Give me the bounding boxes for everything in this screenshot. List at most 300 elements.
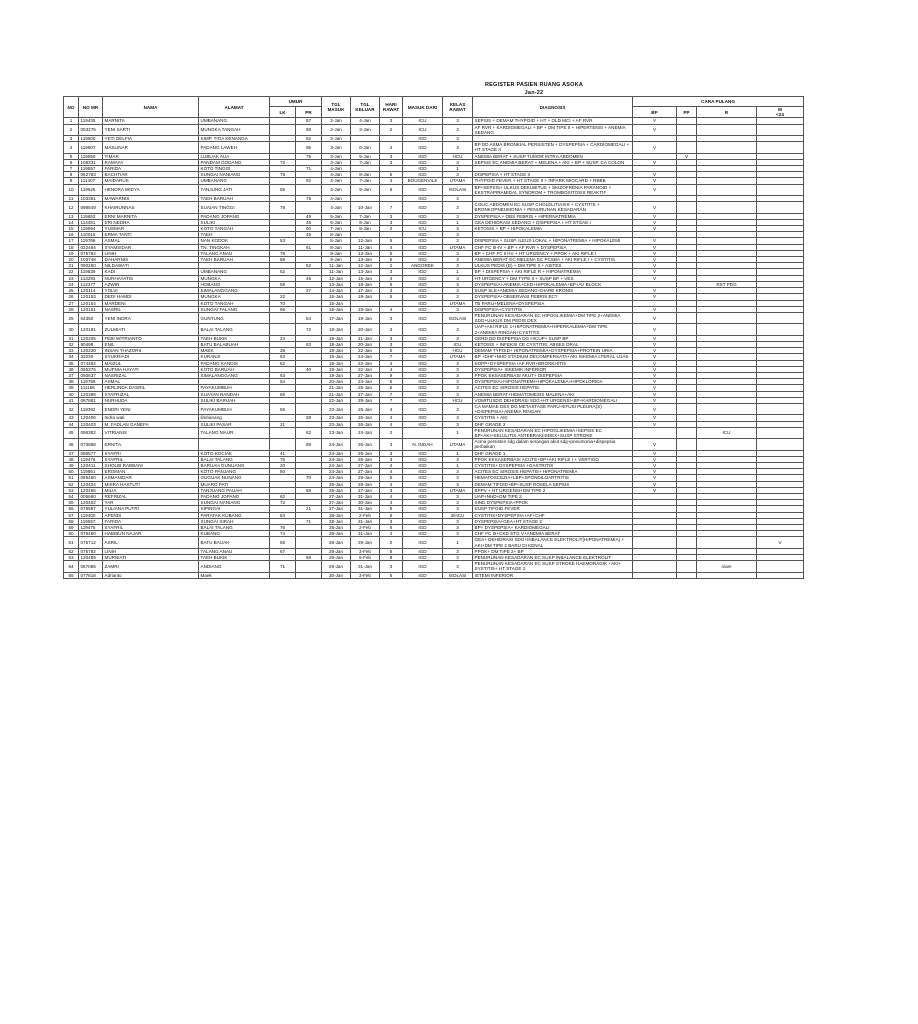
cell-no: 13 — [64, 213, 79, 219]
cell-pr: 21 — [296, 506, 322, 512]
col-cara-pulang: CARA PULANG — [633, 97, 804, 107]
cell-hari: 6 — [380, 512, 403, 518]
cell-pr: 62 — [296, 263, 322, 269]
cell-hari: 4 — [380, 178, 403, 184]
cell-pr: 66 — [296, 555, 322, 561]
cell-rm: 103748 — [79, 257, 103, 263]
patient-register-table — [63, 96, 804, 579]
cell-keluar: 21-Jan — [351, 335, 380, 341]
cell-dari: IGD — [403, 348, 443, 354]
table-header — [64, 97, 804, 118]
cell-rm: 119557 — [79, 518, 103, 524]
cell-nama: BACHTIAR — [103, 172, 199, 178]
cell-keluar: 29-Jan — [351, 537, 380, 548]
cell-keluar: 7-Jan — [351, 213, 380, 219]
cell-dx: SEPSIS EC ANEMIA BERAT + MELENA + AKI + BP + SUSP. CA COLON — [473, 159, 633, 165]
cell-rm: 088849 — [79, 202, 103, 213]
cell-no: 56 — [64, 506, 79, 512]
cell-lk: 56 — [270, 391, 296, 397]
cell-kelas: 3 — [443, 142, 473, 153]
cell-keluar: 5-Jan — [351, 153, 380, 159]
cell-alamat: PADANG LAWEH — [199, 142, 270, 153]
cell-dx: ACITES EC SIROSIS HEPATIS — [473, 385, 633, 391]
cell-pr: 70 — [296, 475, 322, 481]
cell-alamat: BATU BAUAK — [199, 537, 270, 548]
cell-no: 10 — [64, 184, 79, 195]
cell-pr: 60 — [296, 226, 322, 232]
cell-hari: 2 — [380, 124, 403, 135]
cell-no: 51 — [64, 475, 79, 481]
cell-nama: AFENDI — [103, 512, 199, 518]
cell-hari: 5 — [380, 348, 403, 354]
cell-alamat: TAEH BUKIK — [199, 555, 270, 561]
cell-dari: IGD — [403, 232, 443, 238]
cell-rm: 119400 — [79, 512, 103, 518]
cell-dx: DISPEPSIA + SUSP. ILEUS LOKAL + HIPONATREMIA + HIPOKALEMI — [473, 238, 633, 244]
cell-masuk: 18-Jan — [322, 335, 351, 341]
cell-nama: YENI INDRA — [103, 312, 199, 323]
cell-dari: IGD — [403, 512, 443, 518]
cell-r — [697, 324, 757, 335]
cell-masuk: 18-Jan — [322, 324, 351, 335]
cell-lk: 22 — [270, 294, 296, 300]
cell-kelas: HCU — [443, 397, 473, 403]
cell-kelas: 3/HCU — [443, 512, 473, 518]
cell-kelas: 3 — [443, 118, 473, 124]
cell-keluar: 11-Jan — [351, 244, 380, 250]
cell-hari: 4 — [380, 462, 403, 468]
cell-bp: V — [633, 397, 677, 403]
cell-nama: ERMA TANTI — [103, 232, 199, 238]
cell-keluar: 17-Jan — [351, 288, 380, 294]
cell-masuk: 20-Jan — [322, 379, 351, 385]
cell-dx: ULKUS PEDIS (D) + DM TIPE II + ASITES — [473, 263, 633, 269]
cell-kelas: UTAMA — [443, 178, 473, 184]
cell-keluar: 26-Jan — [351, 421, 380, 427]
cell-rm: 086460 — [79, 475, 103, 481]
cell-alamat: HOBANG — [199, 281, 270, 287]
cell-alamat: SUNGAI TALANG — [199, 306, 270, 312]
cell-bp: V — [633, 184, 677, 195]
cell-pr: 58 — [296, 487, 322, 493]
cell-hari: 2 — [380, 427, 403, 438]
cell-hari: 5 — [380, 572, 403, 578]
cell-no: 26 — [64, 294, 79, 300]
cell-kelas: 3 — [443, 196, 473, 202]
cell-masuk: 8-Jan — [322, 232, 351, 238]
cell-masuk: 23-Jan — [322, 415, 351, 421]
cell-m — [757, 142, 804, 153]
cell-hari: 3 — [380, 335, 403, 341]
cell-rm: 120153 — [79, 294, 103, 300]
cell-lk — [270, 124, 296, 135]
cell-dx: GEA+ DEHIDRASI SDG+INBALANCE ELEKTROLIT(HIPONATREMIA) + AKI+DM TIPE 2 BARU DI KENAL — [473, 537, 633, 548]
cell-hari: 3 — [380, 219, 403, 225]
cell-nama: M. FADLAN GANEFA — [103, 421, 199, 427]
cell-bp: V — [633, 306, 677, 312]
cell-dx: GERD DD DISPEPSIA DG HICUP+ SUSP BP — [473, 335, 633, 341]
cell-dx: THYPOID FEVER + HT STAGE II + INFARK MIOCARD + RBBB — [473, 178, 633, 184]
cell-hari: 5 — [380, 238, 403, 244]
cell-dx: UAP+AKI RIFLE 1+HIPONATREMIA+HIPERKALEMIA+DM TIPE 2+ANEMIA RINGAN+CYSTITIS — [473, 324, 633, 335]
cell-bp: V — [633, 360, 677, 366]
cell-dx: BP +DHF+NHD STADIUM DECOMPERSATA+AKI ISKEMIA LTERAL LUAS — [473, 354, 633, 360]
cell-dari: IGD — [403, 456, 443, 462]
cell-no: 52 — [64, 481, 79, 487]
cell-bp: V — [633, 456, 677, 462]
cell-hari: 3 — [380, 456, 403, 462]
cell-bp: V — [633, 159, 677, 165]
cell-dari: IGD — [403, 166, 443, 172]
cell-dari: IGD — [403, 250, 443, 256]
cell-dx: BP + CHF FC III-IV + HT URGENCY + PPOK + AKI RIFLE I — [473, 250, 633, 256]
table-row — [64, 142, 804, 153]
col-masuk-dari: MASUK DARI — [403, 97, 443, 118]
register-title: REGISTER PASIEN RUANG ASOKA — [485, 82, 583, 88]
cell-bp: V — [633, 294, 677, 300]
cell-dari: IGD — [403, 506, 443, 512]
cell-dx: BPPV + HT URGENSI+DM TIPE 2 — [473, 487, 633, 493]
cell-no: 6 — [64, 159, 79, 165]
cell-dx: PENURUNAN KESADARAN EC HIPOGLIKEMIA+DM TIPE 2+ANEMIA SDG+ULKUS DM PEDIS DEX — [473, 312, 633, 323]
cell-dari: IGD — [403, 421, 443, 427]
cell-nama: ASRIL — [103, 537, 199, 548]
cell-alamat: GUGUAK NUNANG — [199, 475, 270, 481]
cell-lk: 41 — [270, 450, 296, 456]
cell-no: 11 — [64, 196, 79, 202]
cell-nama: MAIZUL — [103, 360, 199, 366]
cell-kelas: 3 — [443, 391, 473, 397]
cell-pr: 61 — [296, 244, 322, 250]
cell-hari: 3 — [380, 269, 403, 275]
cell-dx: COLIC ABDOMEN EC SUSP CHOLELITIASIS + CYSTITIS + BRONKOPNEUMONIA + PENURUNAN KESADARAN — [473, 202, 633, 213]
cell-masuk: 23-Jan — [322, 403, 351, 414]
cell-rm: 111156 — [79, 385, 103, 391]
cell-alamat: PARATAK KUBANG — [199, 512, 270, 518]
cell-no: 32 — [64, 341, 79, 347]
cell-alamat: limbanang — [199, 415, 270, 421]
cell-dx: PENURUNAN KESADARAN EC SUSP STROKE HAEMORAGIK +AKI+ SYSTITIS+ HT STAGE 2 — [473, 561, 633, 572]
cell-kelas: 3 — [443, 531, 473, 537]
cell-rm: 022464 — [79, 244, 103, 250]
cell-keluar: 10-Jan — [351, 202, 380, 213]
cell-keluar: 28-Jan — [351, 481, 380, 487]
cell-no: 30 — [64, 324, 79, 335]
table-row — [64, 312, 804, 323]
table-body — [64, 118, 804, 578]
cell-alamat: SULIKI — [199, 219, 270, 225]
cell-no: 47 — [64, 450, 79, 456]
cell-masuk: 18-Jan — [322, 348, 351, 354]
cell-dari: IGD — [403, 335, 443, 341]
cell-lk: 21 — [270, 421, 296, 427]
cell-no: 8 — [64, 172, 79, 178]
cell-nama: MASLINAR — [103, 142, 199, 153]
cell-alamat: KURANJI — [199, 354, 270, 360]
cell-hari: 3 — [380, 518, 403, 524]
cell-rm: 119768 — [79, 238, 103, 244]
cell-kelas: 3 — [443, 481, 473, 487]
cell-rm: 120161 — [79, 306, 103, 312]
cell-m — [757, 572, 804, 578]
cell-bp: V — [633, 226, 677, 232]
cell-kelas: 3 — [443, 518, 473, 524]
cell-nama: NURHAYATIS — [103, 275, 199, 281]
cell-masuk: 2-Jan — [322, 118, 351, 124]
cell-r: ICU — [697, 427, 757, 438]
cell-rm: 120191 — [79, 324, 103, 335]
cell-dx: PENURUNAN KESADARAN EC HIPOGLIKEMIA+SEPSIS EC BP+AKI+SELULITIS ANTEBRAKIISDEX+SUSP STROKE — [473, 427, 633, 438]
cell-masuk: 5-Jan — [322, 213, 351, 219]
cell-bp: V — [633, 244, 677, 250]
cell-masuk: 23-Jan — [322, 421, 351, 427]
cell-alamat: TAEH BARUAH — [199, 196, 270, 202]
cell-pr: 71 — [296, 518, 322, 524]
col-umur: UMUR — [270, 97, 322, 107]
cell-lk: 62 — [270, 494, 296, 500]
cell-dari: IGD — [403, 537, 443, 548]
cell-hari: 2 — [380, 537, 403, 548]
cell-lk: 68 — [270, 257, 296, 263]
cell-nama: YETI DELFIA — [103, 136, 199, 142]
cell-nama: Adrianto — [103, 572, 199, 578]
cell-alamat: SIMP. TIGA KENANGA — [199, 136, 270, 142]
cell-nama: DEDI HAMDI — [103, 294, 199, 300]
cell-keluar: 27-Jan — [351, 462, 380, 468]
cell-bp: V — [633, 348, 677, 354]
cell-alamat: TANJUNG JATI — [199, 184, 270, 195]
cell-no: 65 — [64, 572, 79, 578]
cell-alamat: KOTO BARUAH — [199, 366, 270, 372]
cell-hari: 3 — [380, 312, 403, 323]
cell-no: 43 — [64, 415, 79, 421]
cell-dari: IGD — [403, 306, 443, 312]
cell-pr: 71 — [296, 166, 322, 172]
cell-dx: SOPP+DYSPEPSIA+AF RVR+BRONKHITIS — [473, 360, 633, 366]
cell-hari: 6 — [380, 184, 403, 195]
cell-dari — [403, 427, 443, 438]
cell-dx: PPOK+ DM TIPE 2+ BP — [473, 548, 633, 554]
cell-lk: 62 — [270, 360, 296, 366]
cell-lk: 72 — [270, 159, 296, 165]
col-r: R — [697, 107, 757, 118]
cell-masuk: 13-Jan — [322, 281, 351, 287]
cell-kelas: 3 — [443, 372, 473, 378]
cell-no: 33 — [64, 348, 79, 354]
cell-bp — [633, 572, 677, 578]
cell-masuk: 25-Jan — [322, 487, 351, 493]
cell-dx: UAP+NHD+DM TIPE 2 — [473, 494, 633, 500]
cell-rm: 119594 — [79, 226, 103, 232]
cell-dari: IGD — [403, 385, 443, 391]
cell-nama: ENDRI YENI — [103, 403, 199, 414]
cell-r: niam — [697, 561, 757, 572]
cell-keluar: 24-Jan — [351, 354, 380, 360]
cell-dari: IGD — [403, 462, 443, 468]
cell-masuk: 4-Jan — [322, 178, 351, 184]
cell-dx: TB PARU+MELENA+DYSPEPSIA — [473, 300, 633, 306]
cell-nama: ASMANIDAR — [103, 475, 199, 481]
cell-nama: YOLVI — [103, 288, 199, 294]
cell-dari: IGD — [403, 300, 443, 306]
cell-pr: 45 — [296, 232, 322, 238]
cell-rm: 120489 — [79, 555, 103, 561]
cell-rm: 053275 — [79, 124, 103, 135]
cell-keluar: 31-Jan — [351, 531, 380, 537]
cell-rm: 065376 — [79, 366, 103, 372]
cell-bp: V — [633, 213, 677, 219]
cell-hari: 3 — [380, 213, 403, 219]
cell-kelas: 3 — [443, 500, 473, 506]
cell-nama: SHOLIB RABBANI — [103, 462, 199, 468]
cell-masuk: 25-Jan — [322, 481, 351, 487]
cell-nama: NASRIL — [103, 306, 199, 312]
cell-keluar: 12-Jan — [351, 238, 380, 244]
cell-m — [757, 561, 804, 572]
cell-keluar: 5-Feb — [351, 555, 380, 561]
cell-masuk: 4-Jan — [322, 184, 351, 195]
cell-rm: 103351 — [79, 196, 103, 202]
cell-nama: SYAMSIDAR — [103, 244, 199, 250]
cell-pr — [296, 572, 322, 578]
col-tgl-keluar: TGL KELUAR — [351, 97, 380, 118]
cell-dari: IGD — [403, 366, 443, 372]
cell-nama: NURHUDA — [103, 397, 199, 403]
cell-bp — [633, 561, 677, 572]
cell-bp: V — [633, 335, 677, 341]
cell-dx: PPOK EKSASERBASI ACUTE+BP+AKI RIFLE I + VERTIGO — [473, 456, 633, 462]
cell-hari: 3 — [380, 341, 403, 347]
cell-alamat: UMBANANG — [199, 178, 270, 184]
cell-no: 64 — [64, 561, 79, 572]
cell-alamat: KUBANG — [199, 531, 270, 537]
cell-no: 35 — [64, 360, 79, 366]
cell-lk: 78 — [270, 250, 296, 256]
cell-bp: V — [633, 379, 677, 385]
cell-masuk: 23-Jan — [322, 427, 351, 438]
cell-lk: 53 — [270, 512, 296, 518]
cell-dx: CYSTITIS+ DYSPEPSIA +GASTRITIS — [473, 462, 633, 468]
cell-masuk: 12-Jan — [322, 275, 351, 281]
cell-keluar: 27-Jan — [351, 469, 380, 475]
cell-rm: 119550 — [79, 153, 103, 159]
cell-bp — [633, 537, 677, 548]
cell-masuk: 7-Jan — [322, 226, 351, 232]
cell-lk: 75 — [270, 456, 296, 462]
cell-keluar: 9-Jan — [351, 184, 380, 195]
cell-r — [697, 572, 757, 578]
cell-masuk: 15-Jan — [322, 294, 351, 300]
cell-keluar: 2-Feb — [351, 512, 380, 518]
cell-pp — [677, 142, 697, 153]
cell-lk — [270, 572, 296, 578]
cell-hari: 5 — [380, 250, 403, 256]
cell-nama: NILDAWATI — [103, 263, 199, 269]
cell-kelas: HCU — [443, 153, 473, 159]
cell-nama: MURNIATI — [103, 555, 199, 561]
cell-hari: 6 — [380, 548, 403, 554]
cell-dari: IGD — [403, 372, 443, 378]
cell-hari: 7 — [380, 391, 403, 397]
cell-rm: 080637 — [79, 372, 103, 378]
cell-nama: SYAFRIL — [103, 456, 199, 462]
cell-kelas: 3 — [443, 159, 473, 165]
cell-nama: LINIH — [103, 548, 199, 554]
cell-dx: BP+ DYSPEPSIA+ KARDIOMEGALI — [473, 525, 633, 531]
cell-rm: 090260 — [79, 263, 103, 269]
cell-lk: 54 — [270, 379, 296, 385]
cell-bp — [633, 427, 677, 438]
cell-kelas: 1 — [443, 269, 473, 275]
cell-lk: 72 — [270, 500, 296, 506]
cell-no: 27 — [64, 300, 79, 306]
cell-bp: V — [633, 172, 677, 178]
cell-alamat: TALANG MAUR — [199, 427, 270, 438]
cell-rm: 120403 — [79, 421, 103, 427]
cell-dari: IGD — [403, 281, 443, 287]
cell-pr: 57 — [296, 118, 322, 124]
cell-masuk: 24-Jan — [322, 456, 351, 462]
cell-dari: IGD — [403, 219, 443, 225]
cell-rm: 112377 — [79, 281, 103, 287]
cell-kelas: 1 — [443, 166, 473, 172]
cell-masuk: 28-Jan — [322, 525, 351, 531]
cell-masuk: 18-Jan — [322, 354, 351, 360]
cell-kelas: 3 — [443, 281, 473, 287]
cell-nama: MILIA — [103, 487, 199, 493]
table-row — [64, 202, 804, 213]
cell-kelas: ISOLASI — [443, 184, 473, 195]
cell-dari: IGD — [403, 450, 443, 456]
cell-pp — [677, 439, 697, 450]
cell-nama: YULIANA PUTRI — [103, 506, 199, 512]
cell-alamat: MUARO PATI — [199, 481, 270, 487]
cell-dx: CYSTITIS+DYSPEPSIA+AF+CHF — [473, 512, 633, 518]
cell-nama: FEBI WITRIANTO — [103, 335, 199, 341]
cell-kelas: 3 — [443, 506, 473, 512]
cell-hari: 4 — [380, 494, 403, 500]
cell-nama: FARIDA — [103, 166, 199, 172]
cell-lk: 56 — [270, 403, 296, 414]
cell-keluar: 18-Jan — [351, 281, 380, 287]
cell-no: 46 — [64, 439, 79, 450]
cell-no: 2 — [64, 124, 79, 135]
cell-bp: V — [633, 372, 677, 378]
cell-rm: 120398 — [79, 391, 103, 397]
cell-no: 12 — [64, 202, 79, 213]
cell-alamat: SUAYAN RANDAH — [199, 391, 270, 397]
table-row — [64, 427, 804, 438]
cell-m — [757, 124, 804, 135]
cell-pp — [677, 124, 697, 135]
cell-keluar: 31-Jan — [351, 506, 380, 512]
cell-hari: 4 — [380, 415, 403, 421]
cell-dari: IGD — [403, 172, 443, 178]
cell-dari: IGD — [403, 360, 443, 366]
cell-kelas: 3 — [443, 421, 473, 427]
cell-alamat: TAEH BARUAH — [199, 257, 270, 263]
cell-m — [757, 439, 804, 450]
cell-dx: Acma persisten sdg dalam serangan akut sdg+pneumonia+dispepsia perbaikan — [473, 439, 633, 450]
col-tgl-masuk: TGL MASUK — [322, 97, 351, 118]
cell-alamat: SUNGAI SIRAH — [199, 518, 270, 524]
cell-alamat: BATU BALABUAH — [199, 341, 270, 347]
cell-lk: 78 — [270, 172, 296, 178]
cell-masuk: 24-Jan — [322, 469, 351, 475]
cell-dx: CHF FC III-IV + BP + AF RVR + DYSPEPSIA — [473, 244, 633, 250]
cell-dari: IGD — [403, 391, 443, 397]
cell-rm: 120411 — [79, 462, 103, 468]
